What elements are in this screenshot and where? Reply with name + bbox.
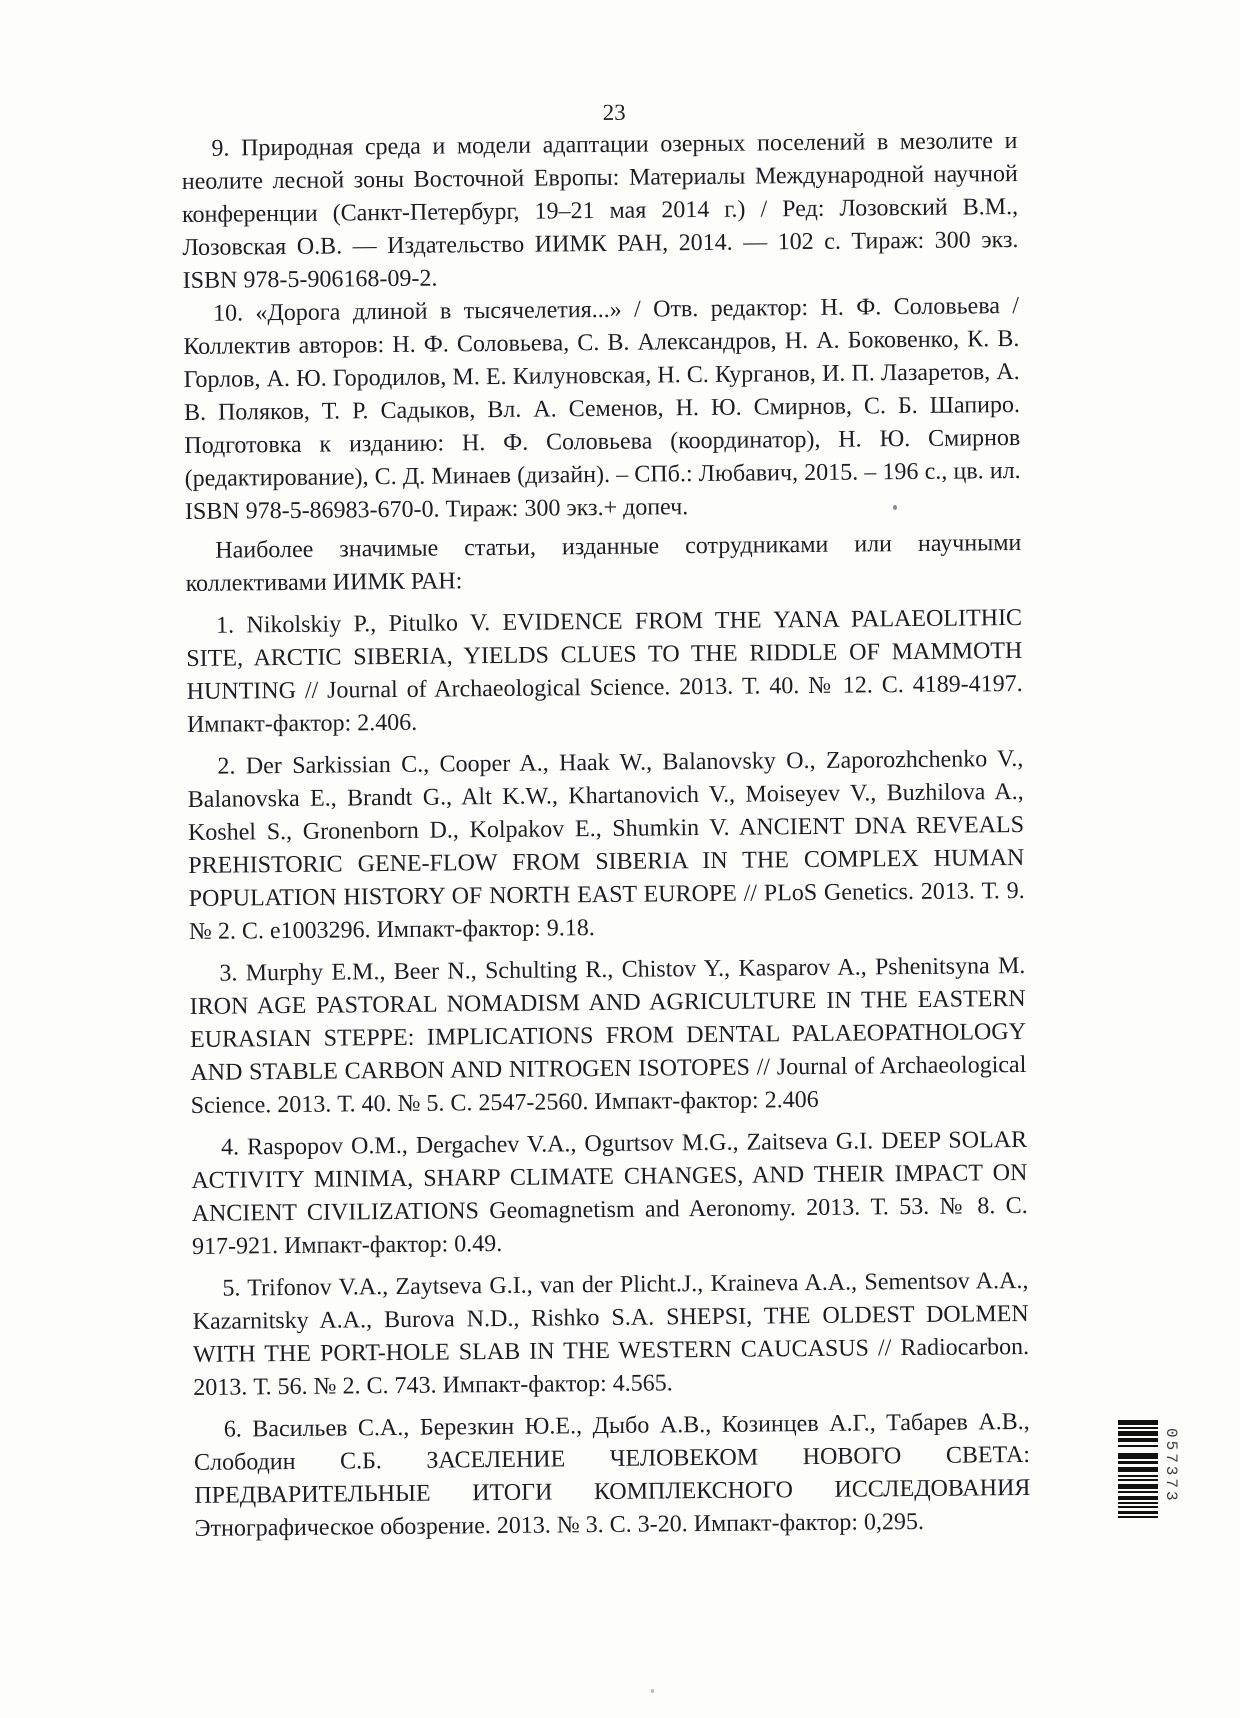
article-entry-3: 3. Murphy E.M., Beer N., Schulting R., Chistov Y., Kasparov A., Pshenitsyna M. IRON AGE PASTORAL NOMADISM AND AGRICULTURE IN THE EASTERN EURASIAN STEPPE: IMPLICATIONS FROM DENTAL PALAEOPATHOLOGY AND STABLE CARBON AND NITROGEN ISOTOPES // Journal of Archaeological Science. 2013. Т. 40. № 5. С. 2547-2560. Импакт-фактор: 2.406 [189,952,1027,1119]
page-number: 23 [602,99,626,125]
barcode-icon [1118,1420,1158,1532]
scan-speck-icon [651,1689,654,1693]
article-entry-6: 6. Васильев С.А., Березкин Ю.Е., Дыбо А.В., Козинцев А.Г., Табарев А.В., Слободин С.Б. ЗАСЕЛЕНИЕ ЧЕЛОВЕКОМ НОВОГО СВЕТА: ПРЕДВАРИТЕЛЬНЫЕ ИТОГИ КОМПЛЕКСНОГО ИССЛЕДОВАНИЯ Этнографическое обозрение. 2013. № 3. С. 3-20. Импакт-фактор: 0,295. [193,1408,1031,1542]
document-text-block [181,92,1031,1546]
article-entry-4: 4. Raspopov O.M., Dergachev V.A., Ogurtsov M.G., Zaitseva G.I. DEEP SOLAR ACTIVITY MINIMA, SHARP CLIMATE CHANGES, AND THEIR IMPACT ON ANCIENT CIVILIZATIONS Geomagnetism and Aeronomy. 2013. Т. 53. № 8. С. 917-921. Импакт-фактор: 0.49. [191,1126,1028,1260]
article-entry-1: 1. Nikolskiy P., Pitulko V. EVIDENCE FROM THE YANA PALAEOLITHIC SITE, ARCTIC SIBERIA, YIELDS CLUES TO THE RIDDLE OF MAMMOTH HUNTING // Journal of Archaeological Science. 2013. Т. 40. № 12. С. 4189-4197. Импакт-фактор: 2.406. [186,604,1023,738]
bibliography-entry-9: 9. Природная среда и модели адаптации озерных поселений в мезолите и неолите лесной зоны Восточной Европы: Материалы Международной научной конференции (Санкт-Петербург, 19–21 мая 2014 г.) / Ред: Лозовский В.М., Лозовская О.В. — Издательство ИИМК РАН, 2014. — 102 с. Тираж: 300 экз. ISBN 978-5-906168-09-2. [181,127,1019,294]
inventory-barcode-block [1118,1420,1188,1532]
bibliography-entry-10: 10. «Дорога длиной в тысячелетия...» / Отв. редактор: Н. Ф. Соловьева / Коллектив авторов: Н. Ф. Соловьева, С. В. Александров, Н. А. Боковенко, К. В. Горлов, А. Ю. Городилов, М. Е. Килуновская, Н. С. Курганов, И. П. Лазаретов, А. В. Поляков, Т. Р. Садыков, Вл. А. Семенов, Н. Ю. Смирнов, С. Б. Шапиро. Подготовка к изданию: Н. Ф. Соловьева (координатор), Н. Ю. Смирнов (редактирование), С. Д. Минаев (дизайн). – СПб.: Любавич, 2015. – 196 с., цв. ил. ISBN 978-5-86983-670-0. Тираж: 300 экз.+ допеч. [183,292,1021,525]
section-heading: Наиболее значимые статьи, изданные сотрудниками или научными коллективами ИИМК РАН: [185,529,1022,597]
article-entry-5: 5. Trifonov V.A., Zaytseva G.I., van der Plicht.J., Kraineva A.A., Sementsov A.A., Kazarnitsky A.A., Burova N.D., Rishko S.A. SHEPSI, THE OLDEST DOLMEN WITH THE PORT-HOLE SLAB IN THE WESTERN CAUCASUS // Radiocarbon. 2013. Т. 56. № 2. С. 743. Импакт-фактор: 4.565. [192,1267,1030,1401]
barcode-number: 057373 [1162,1428,1180,1504]
article-entry-2: 2. Der Sarkissian C., Cooper A., Haak W., Balanovsky O., Zaporozhchenko V., Balanovska E., Brandt G., Alt K.W., Khartanovich V., Moiseyev V., Buzhilova A., Koshel S., Gronenborn D., Kolpakov E., Shumkin V. ANCIENT DNA REVEALS PREHISTORIC GENE-FLOW FROM SIBERIA IN THE COMPLEX HUMAN POPULATION HISTORY OF NORTH EAST EUROPE // PLoS Genetics. 2013. Т. 9. № 2. С. e1003296. Импакт-фактор: 9.18. [187,745,1025,945]
scan-speck-icon [893,505,897,510]
